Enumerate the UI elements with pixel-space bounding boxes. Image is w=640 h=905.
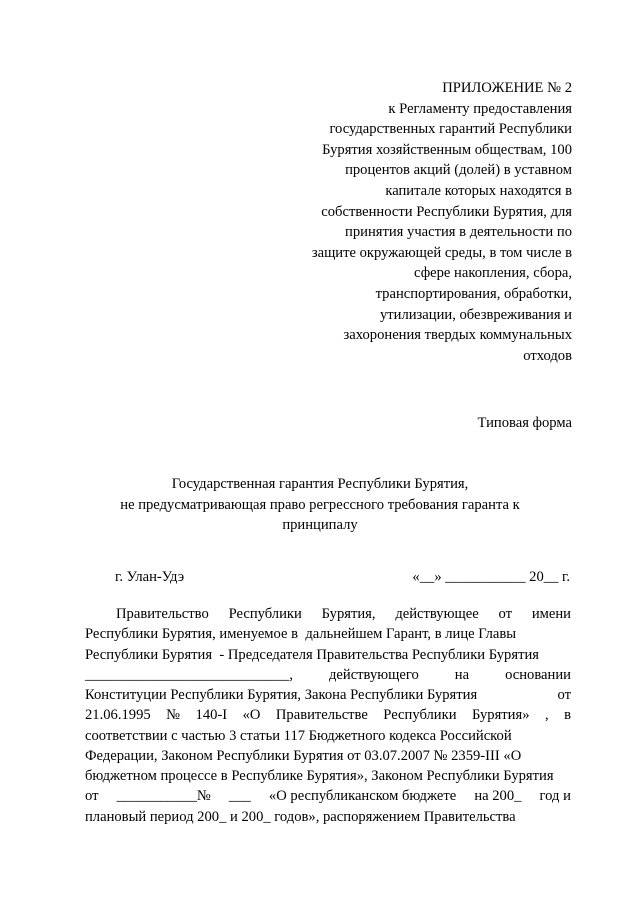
body-word: действующего xyxy=(328,666,419,683)
body-word: Республики Бурятия - Председателя Правительства Республики Бурятия xyxy=(85,646,539,663)
body-word: соответствии с частью 3 статьи 117 Бюджетного кодекса Российской xyxy=(85,727,512,744)
appendix-line: к Регламенту предоставления xyxy=(388,100,572,117)
body-word: Правительстве xyxy=(275,707,368,724)
title-line: не предусматривающая право регрессного требования гаранта к xyxy=(120,496,520,513)
appendix-header xyxy=(272,78,572,366)
body-word: от xyxy=(85,788,99,805)
place-label: г. Улан-Удэ xyxy=(115,569,185,585)
body-line xyxy=(85,645,571,665)
appendix-line: собственности Республики Бурятия, для xyxy=(321,203,572,220)
body-line xyxy=(85,624,571,644)
appendix-line: принятия участия в деятельности по xyxy=(345,224,572,241)
body-word: бюджетном процессе в Республике Бурятия», Законом Республики Бурятия xyxy=(85,768,554,784)
body-line xyxy=(85,807,571,827)
body-word: Конституции Республики Бурятия, Закона Республики Бурятия xyxy=(85,687,478,703)
body-word: «О республиканском бюджете xyxy=(268,788,457,805)
body-word: Республики Бурятия, именуемое в дальнейшем Гарант, в лице Главы xyxy=(85,626,517,643)
body-word: Бурятия» xyxy=(471,707,530,724)
body-word: ___ xyxy=(228,788,251,805)
body-word: «О xyxy=(242,707,261,724)
body-word: Правительство xyxy=(116,606,209,622)
appendix-line: транспортирования, обработки, xyxy=(375,285,572,302)
appendix-line: государственных гарантий Республики xyxy=(329,121,572,138)
body-word: от xyxy=(557,687,571,703)
body-line xyxy=(85,665,571,685)
body-line xyxy=(85,685,571,705)
body-line xyxy=(85,786,571,806)
appendix-line: утилизации, обезвреживания и xyxy=(379,306,572,323)
body-line xyxy=(85,746,571,766)
title-line: принципалу xyxy=(282,517,358,533)
appendix-line: Бурятия хозяйственным обществам, 100 xyxy=(322,141,572,158)
body-word: 140-I xyxy=(195,707,228,724)
body-line xyxy=(85,766,571,786)
form-type-label: Типовая форма xyxy=(477,415,572,431)
body-word: Бурятия, xyxy=(321,606,376,622)
appendix-line: процентов акций (долей) в уставном xyxy=(345,162,572,179)
body-word: основании xyxy=(505,666,571,683)
appendix-line: ПРИЛОЖЕНИЕ № 2 xyxy=(442,80,572,96)
appendix-line: защите окружающей среды, в том числе в xyxy=(311,244,572,261)
title-line: Государственная гарантия Республики Бурятия, xyxy=(171,476,469,492)
date-line: «__» ___________ 20__ г. xyxy=(412,569,570,585)
body-line xyxy=(85,604,571,624)
body-text xyxy=(85,604,571,827)
body-word: Республики xyxy=(228,606,302,622)
body-word: год и xyxy=(539,788,571,805)
body-word: ___________№ xyxy=(116,788,211,805)
body-word: плановый период 200_ и 200_ годов», распоряжением Правительства xyxy=(85,808,516,825)
body-word: от xyxy=(498,606,513,622)
body-word: имени xyxy=(531,606,571,622)
body-word: в xyxy=(564,707,571,724)
body-word: на xyxy=(454,666,470,683)
body-word: , xyxy=(544,707,549,724)
document-title xyxy=(70,474,570,536)
body-line xyxy=(85,705,571,725)
body-word: 21.06.1995 xyxy=(85,707,151,724)
body-word: действующее xyxy=(395,606,479,622)
appendix-line: капитале которых находятся в xyxy=(385,182,572,199)
body-word: Федерации, Законом Республики Бурятия от 03.07.2007 № 2359-III «О xyxy=(85,747,522,764)
appendix-line: отходов xyxy=(523,347,572,364)
body-word: на 200_ xyxy=(474,788,522,805)
body-word: № xyxy=(166,707,181,724)
body-word: ____________________________, xyxy=(85,666,293,683)
appendix-line: сфере накопления, сбора, xyxy=(414,265,572,282)
appendix-line: захоронения твердых коммунальных xyxy=(343,327,572,344)
body-word: Республики xyxy=(383,707,457,724)
body-line xyxy=(85,726,571,746)
